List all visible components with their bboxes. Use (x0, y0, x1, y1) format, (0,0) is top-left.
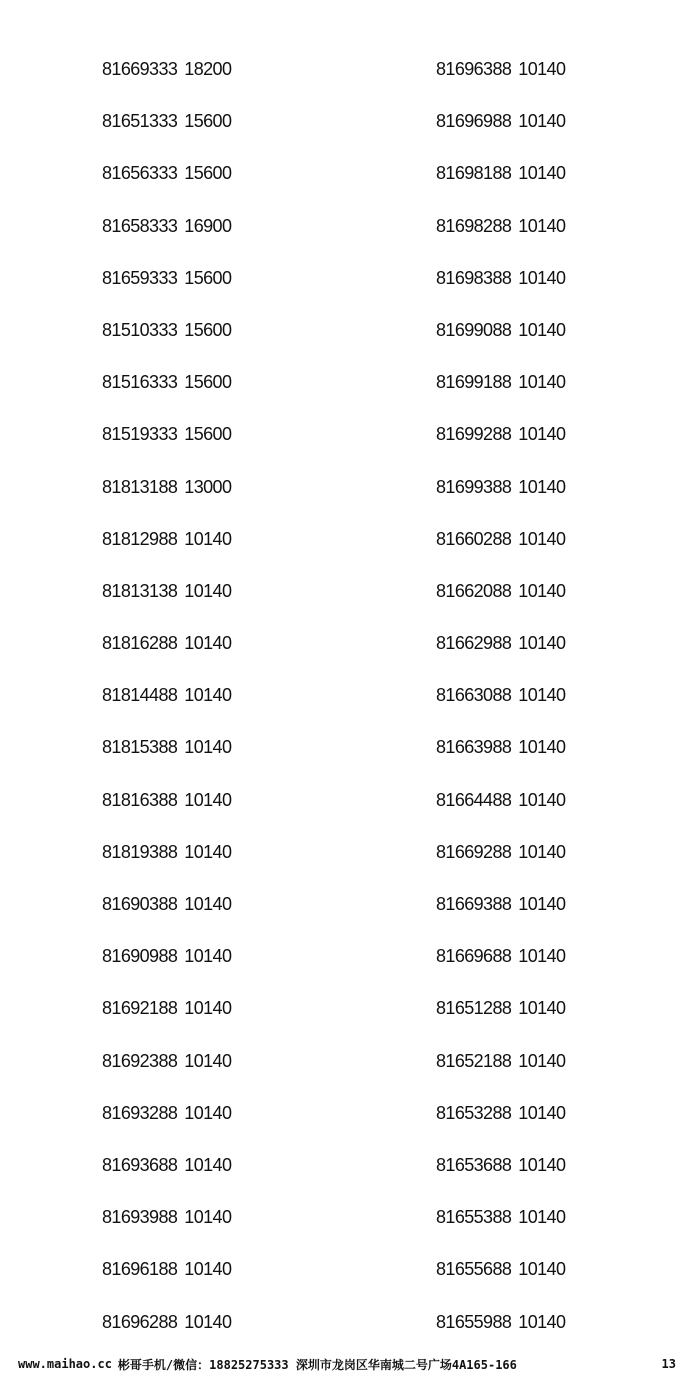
list-item (102, 1203, 322, 1255)
price: 15600 (184, 319, 232, 340)
phone-number: 81815388 (102, 737, 178, 758)
phone-number: 81813188 (102, 476, 178, 497)
left-number-column (102, 55, 322, 1360)
price: 10140 (518, 1207, 566, 1228)
list-item (436, 107, 656, 159)
price: 10140 (184, 1050, 232, 1071)
list-item (102, 1099, 322, 1151)
list-item (436, 159, 656, 211)
list-item (102, 264, 322, 316)
list-item (436, 1099, 656, 1151)
phone-number: 81690388 (102, 894, 178, 914)
phone-number: 81816388 (102, 789, 178, 810)
phone-number: 81698188 (436, 163, 512, 184)
price: 10140 (518, 841, 566, 862)
price: 10140 (518, 215, 566, 236)
price: 10140 (184, 894, 232, 914)
list-item (102, 1047, 322, 1099)
price: 10140 (518, 1259, 566, 1280)
list-item (102, 525, 322, 577)
list-item (436, 473, 656, 525)
price: 10140 (518, 633, 566, 654)
list-item (102, 942, 322, 994)
list-item (436, 316, 656, 368)
price: 10140 (184, 685, 232, 706)
phone-number: 81659333 (102, 267, 178, 288)
footer-website: www.maihao.cc (18, 1357, 112, 1371)
phone-number: 81696188 (102, 1259, 178, 1280)
price: 10140 (184, 841, 232, 862)
price: 10140 (518, 319, 566, 340)
phone-number: 81656333 (102, 163, 178, 184)
phone-number: 81812988 (102, 528, 178, 549)
list-item (436, 1255, 656, 1307)
price: 18200 (184, 59, 232, 79)
phone-number: 81819388 (102, 841, 178, 862)
list-item (102, 681, 322, 733)
list-item (102, 212, 322, 264)
price: 10140 (518, 737, 566, 758)
phone-number: 81652188 (436, 1050, 512, 1071)
price: 10140 (518, 1050, 566, 1071)
phone-number: 81692388 (102, 1050, 178, 1071)
phone-number: 81699188 (436, 372, 512, 393)
list-item (102, 473, 322, 525)
price: 10140 (518, 1102, 566, 1123)
list-item (102, 994, 322, 1046)
price: 10140 (184, 528, 232, 549)
phone-number: 81696288 (102, 1311, 178, 1332)
price: 10140 (518, 946, 566, 967)
phone-number: 81699388 (436, 476, 512, 497)
phone-number: 81692188 (102, 998, 178, 1019)
phone-number: 81699088 (436, 319, 512, 340)
phone-number: 81510333 (102, 319, 178, 340)
phone-number: 81660288 (436, 528, 512, 549)
right-number-column (436, 55, 656, 1360)
price: 10140 (184, 998, 232, 1019)
list-item (436, 681, 656, 733)
price: 10140 (518, 476, 566, 497)
price: 10140 (184, 1102, 232, 1123)
price: 10140 (184, 1154, 232, 1175)
price: 10140 (184, 580, 232, 601)
price: 10140 (518, 1154, 566, 1175)
price: 10140 (518, 163, 566, 184)
phone-number: 81662088 (436, 580, 512, 601)
page-number: 13 (661, 1357, 676, 1371)
list-item (436, 420, 656, 472)
phone-number: 81651288 (436, 998, 512, 1019)
list-item (102, 577, 322, 629)
phone-number: 81693288 (102, 1102, 178, 1123)
list-item (102, 629, 322, 681)
list-item (102, 838, 322, 890)
price: 10140 (184, 1207, 232, 1228)
price: 10140 (184, 946, 232, 967)
list-item (436, 1151, 656, 1203)
list-item (436, 1047, 656, 1099)
phone-number: 81516333 (102, 372, 178, 393)
phone-number: 81669388 (436, 894, 512, 914)
phone-number: 81662988 (436, 633, 512, 654)
list-item (102, 786, 322, 838)
price: 10140 (518, 1311, 566, 1332)
price: 10140 (518, 372, 566, 393)
price: 10140 (184, 1259, 232, 1280)
list-item (102, 733, 322, 785)
page-footer (18, 1354, 682, 1374)
list-item (436, 890, 656, 942)
phone-number: 81519333 (102, 424, 178, 445)
price: 15600 (184, 111, 232, 132)
list-item (436, 212, 656, 264)
price: 10140 (518, 424, 566, 445)
price: 13000 (184, 476, 232, 497)
price: 10140 (184, 633, 232, 654)
price: 10140 (518, 267, 566, 288)
phone-number: 81698288 (436, 215, 512, 236)
phone-number: 81696388 (436, 59, 512, 79)
phone-number: 81653288 (436, 1102, 512, 1123)
phone-number: 81655688 (436, 1259, 512, 1280)
list-item (102, 316, 322, 368)
list-item (102, 55, 322, 107)
price: 10140 (518, 789, 566, 810)
phone-number: 81655388 (436, 1207, 512, 1228)
price: 15600 (184, 372, 232, 393)
list-item (102, 1308, 322, 1360)
list-item (436, 1203, 656, 1255)
list-item (436, 786, 656, 838)
price: 10140 (518, 685, 566, 706)
phone-number: 81664488 (436, 789, 512, 810)
phone-number: 81669288 (436, 841, 512, 862)
phone-number: 81690988 (102, 946, 178, 967)
footer-contact-info: 彬哥手机/微信：18825275333 深圳市龙岗区华南城二号广场4A165-166 (117, 1357, 517, 1372)
phone-number: 81816288 (102, 633, 178, 654)
list-item (102, 159, 322, 211)
list-item (102, 368, 322, 420)
list-item (102, 890, 322, 942)
list-item (102, 1255, 322, 1307)
list-item (102, 1151, 322, 1203)
price: 10140 (184, 737, 232, 758)
list-item (436, 264, 656, 316)
list-item (436, 942, 656, 994)
phone-number: 81663988 (436, 737, 512, 758)
price: 10140 (518, 59, 566, 79)
list-item (436, 994, 656, 1046)
price: 10140 (518, 528, 566, 549)
phone-number: 81698388 (436, 267, 512, 288)
price: 10140 (184, 1311, 232, 1332)
price: 10140 (184, 789, 232, 810)
price: 15600 (184, 163, 232, 184)
phone-number: 81669688 (436, 946, 512, 967)
price: 10140 (518, 894, 566, 914)
phone-number: 81669333 (102, 59, 178, 79)
phone-number: 81655988 (436, 1311, 512, 1332)
phone-number: 81699288 (436, 424, 512, 445)
phone-number: 81814488 (102, 685, 178, 706)
phone-number: 81658333 (102, 215, 178, 236)
phone-number: 81696988 (436, 111, 512, 132)
list-item (436, 838, 656, 890)
list-item (436, 55, 656, 107)
phone-number: 81663088 (436, 685, 512, 706)
list-item (436, 629, 656, 681)
list-item (436, 577, 656, 629)
price: 16900 (184, 215, 232, 236)
price: 15600 (184, 424, 232, 445)
list-item (436, 733, 656, 785)
list-item (102, 107, 322, 159)
phone-number: 81693688 (102, 1154, 178, 1175)
price: 15600 (184, 267, 232, 288)
phone-number: 81813138 (102, 580, 178, 601)
list-item (102, 420, 322, 472)
phone-number: 81693988 (102, 1207, 178, 1228)
phone-number: 81653688 (436, 1154, 512, 1175)
list-item (436, 1308, 656, 1360)
price: 10140 (518, 580, 566, 601)
list-item (436, 525, 656, 577)
list-item (436, 368, 656, 420)
price: 10140 (518, 998, 566, 1019)
phone-number: 81651333 (102, 111, 178, 132)
price: 10140 (518, 111, 566, 132)
